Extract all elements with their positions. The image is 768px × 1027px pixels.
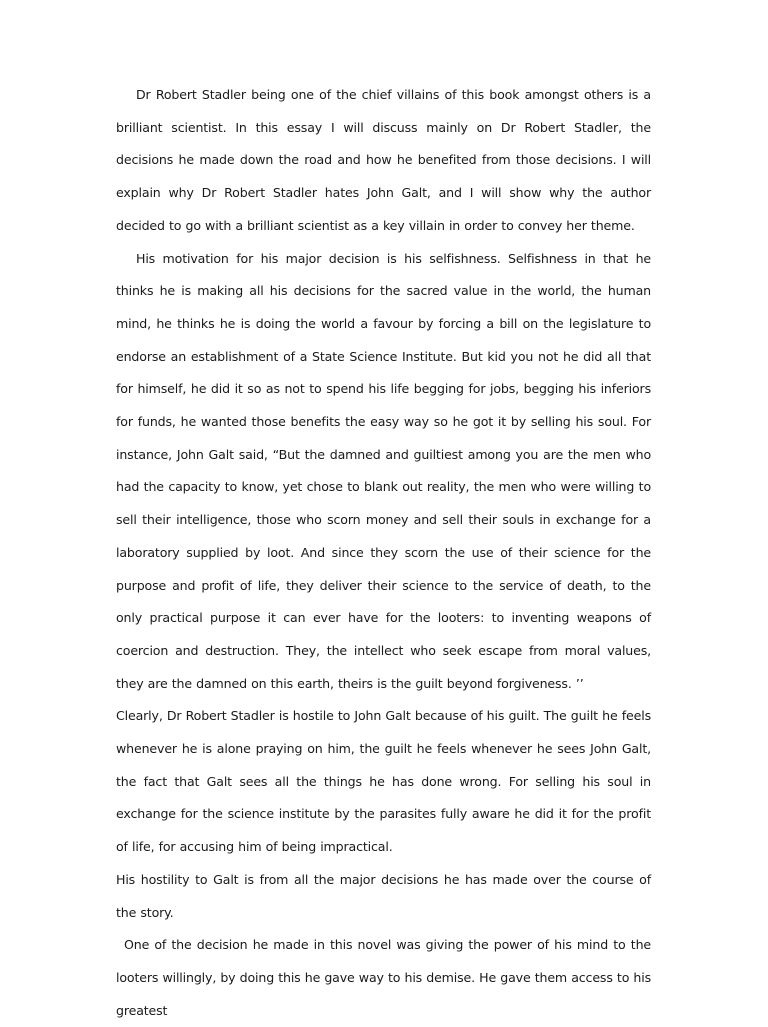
paragraph-motivation: His motivation for his major decision is his selfishness. Selfishness in that he thinks he is making all his decisions for the sacred value in the world, the human mind, he thinks he is doing the world a favour by forcing a bill on the legislature to endorse an establishment of a State Science Institute. But kid you not he did all that for himself, he did it so as not to spend his life begging for jobs, begging his inferiors for funds, he wanted those benefits the easy way so he got it by selling his soul. For instance, John Galt said, “But the damned and guiltiest among you are the men who had the capacity to know, yet chose to blank out reality, the men who were willing to sell their intelligence, those who scorn money and sell their souls in exchange for a laboratory supplied by loot. And since they scorn the use of their science for the purpose and profit of life, they deliver their science to the service of death, to the only practical purpose it can ever have for the looters: to inventing weapons of coercion and destruction. They, the intellect who seek escape from moral values, they are the damned on this earth, theirs is the guilt beyond forgiveness. ’’ [116,250,651,691]
paragraph-decision: One of the decision he made in this novel was giving the power of his mind to the looters willingly, by doing this he gave way to his demise. He gave them access to his greatest [116,937,651,1018]
document-body [116,79,651,1027]
paragraph-intro: Dr Robert Stadler being one of the chief villains of this book amongst others is a brilliant scientist. In this essay I will discuss mainly on Dr Robert Stadler, the decisions he made down the road and how he benefited from those decisions. I will explain why Dr Robert Stadler hates John Galt, and I will show why the author decided to go with a brilliant scientist as a key villain in order to convey her theme. [116,87,651,233]
paragraph-hostility: Clearly, Dr Robert Stadler is hostile to John Galt because of his guilt. The guilt he feels whenever he is alone praying on him, the guilt he feels whenever he sees John Galt, the fact that Galt sees all the things he has done wrong. For selling his soul in exchange for the science institute by the parasites fully aware he did it for the profit of life, for accusing him of being impractical. [116,708,651,855]
paragraph-hostility-summary: His hostility to Galt is from all the major decisions he has made over the course of the story. [116,871,651,920]
